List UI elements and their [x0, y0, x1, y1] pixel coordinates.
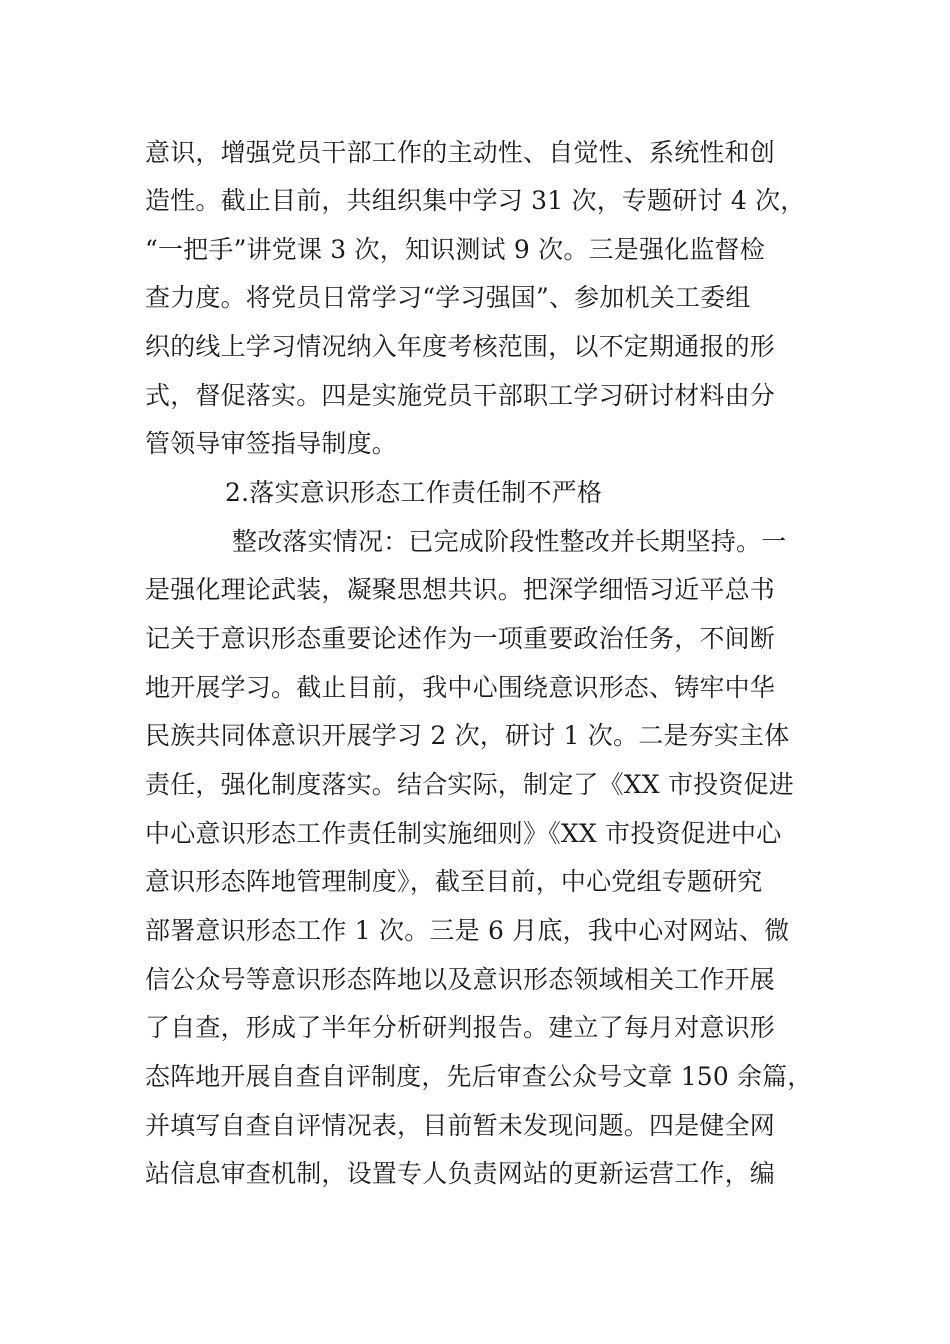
paragraph-line: 是强化理论武装，凝聚思想共识。把深学细悟习近平总书 — [145, 575, 776, 604]
paragraph-first-line: 整改落实情况：已完成阶段性整改并长期坚持。一 — [232, 527, 787, 556]
section-heading: 2.落实意识形态工作责任制不严格 — [225, 478, 603, 507]
paragraph-line: 地开展学习。截止目前，我中心围绕意识形态、铸牢中华 — [145, 673, 776, 702]
paragraph-line: 民族共同体意识开展学习 2 次，研讨 1 次。二是夯实主体 — [145, 721, 790, 750]
paragraph-line: 记关于意识形态重要论述作为一项重要政治任务，不间断 — [145, 624, 776, 653]
paragraph-line: 了自查，形成了半年分析研判报告。建立了每月对意识形 — [145, 1013, 776, 1042]
paragraph-line: 并填写自查自评情况表，目前暂未发现问题。四是健全网 — [145, 1111, 776, 1140]
paragraph-line: 信公众号等意识形态阵地以及意识形态领域相关工作开展 — [145, 965, 776, 994]
paragraph-line: 意识形态阵地管理制度》，截至目前，中心党组专题研究 — [145, 867, 763, 896]
body-line: 管领导审签指导制度。 — [145, 429, 398, 458]
paragraph-line: 部署意识形态工作 1 次。三是 6 月底，我中心对网站、微 — [145, 916, 790, 945]
paragraph-line: 中心意识形态工作责任制实施细则》《XX 市投资促进中心 — [145, 819, 782, 848]
body-line: 造性。截止目前，共组织集中学习 31 次，专题研讨 4 次， — [145, 186, 806, 215]
paragraph-line: 站信息审查机制，设置专人负责网站的更新运营工作，编 — [145, 1159, 776, 1188]
paragraph-line: 态阵地开展自查自评制度，先后审查公众号文章 150 余篇， — [145, 1062, 813, 1091]
body-line: “一把手”讲党课 3 次，知识测试 9 次。三是强化监督检 — [145, 235, 765, 264]
body-line: 查力度。将党员日常学习“学习强国”、参加机关工委组 — [145, 283, 751, 312]
body-line: 意识，增强党员干部工作的主动性、自觉性、系统性和创 — [145, 138, 776, 167]
body-line: 织的线上学习情况纳入年度考核范围，以不定期通报的形 — [145, 332, 776, 361]
body-line: 式，督促落实。四是实施党员干部职工学习研讨材料由分 — [145, 381, 776, 410]
paragraph-line: 责任，强化制度落实。结合实际，制定了《XX 市投资促进 — [145, 770, 794, 799]
